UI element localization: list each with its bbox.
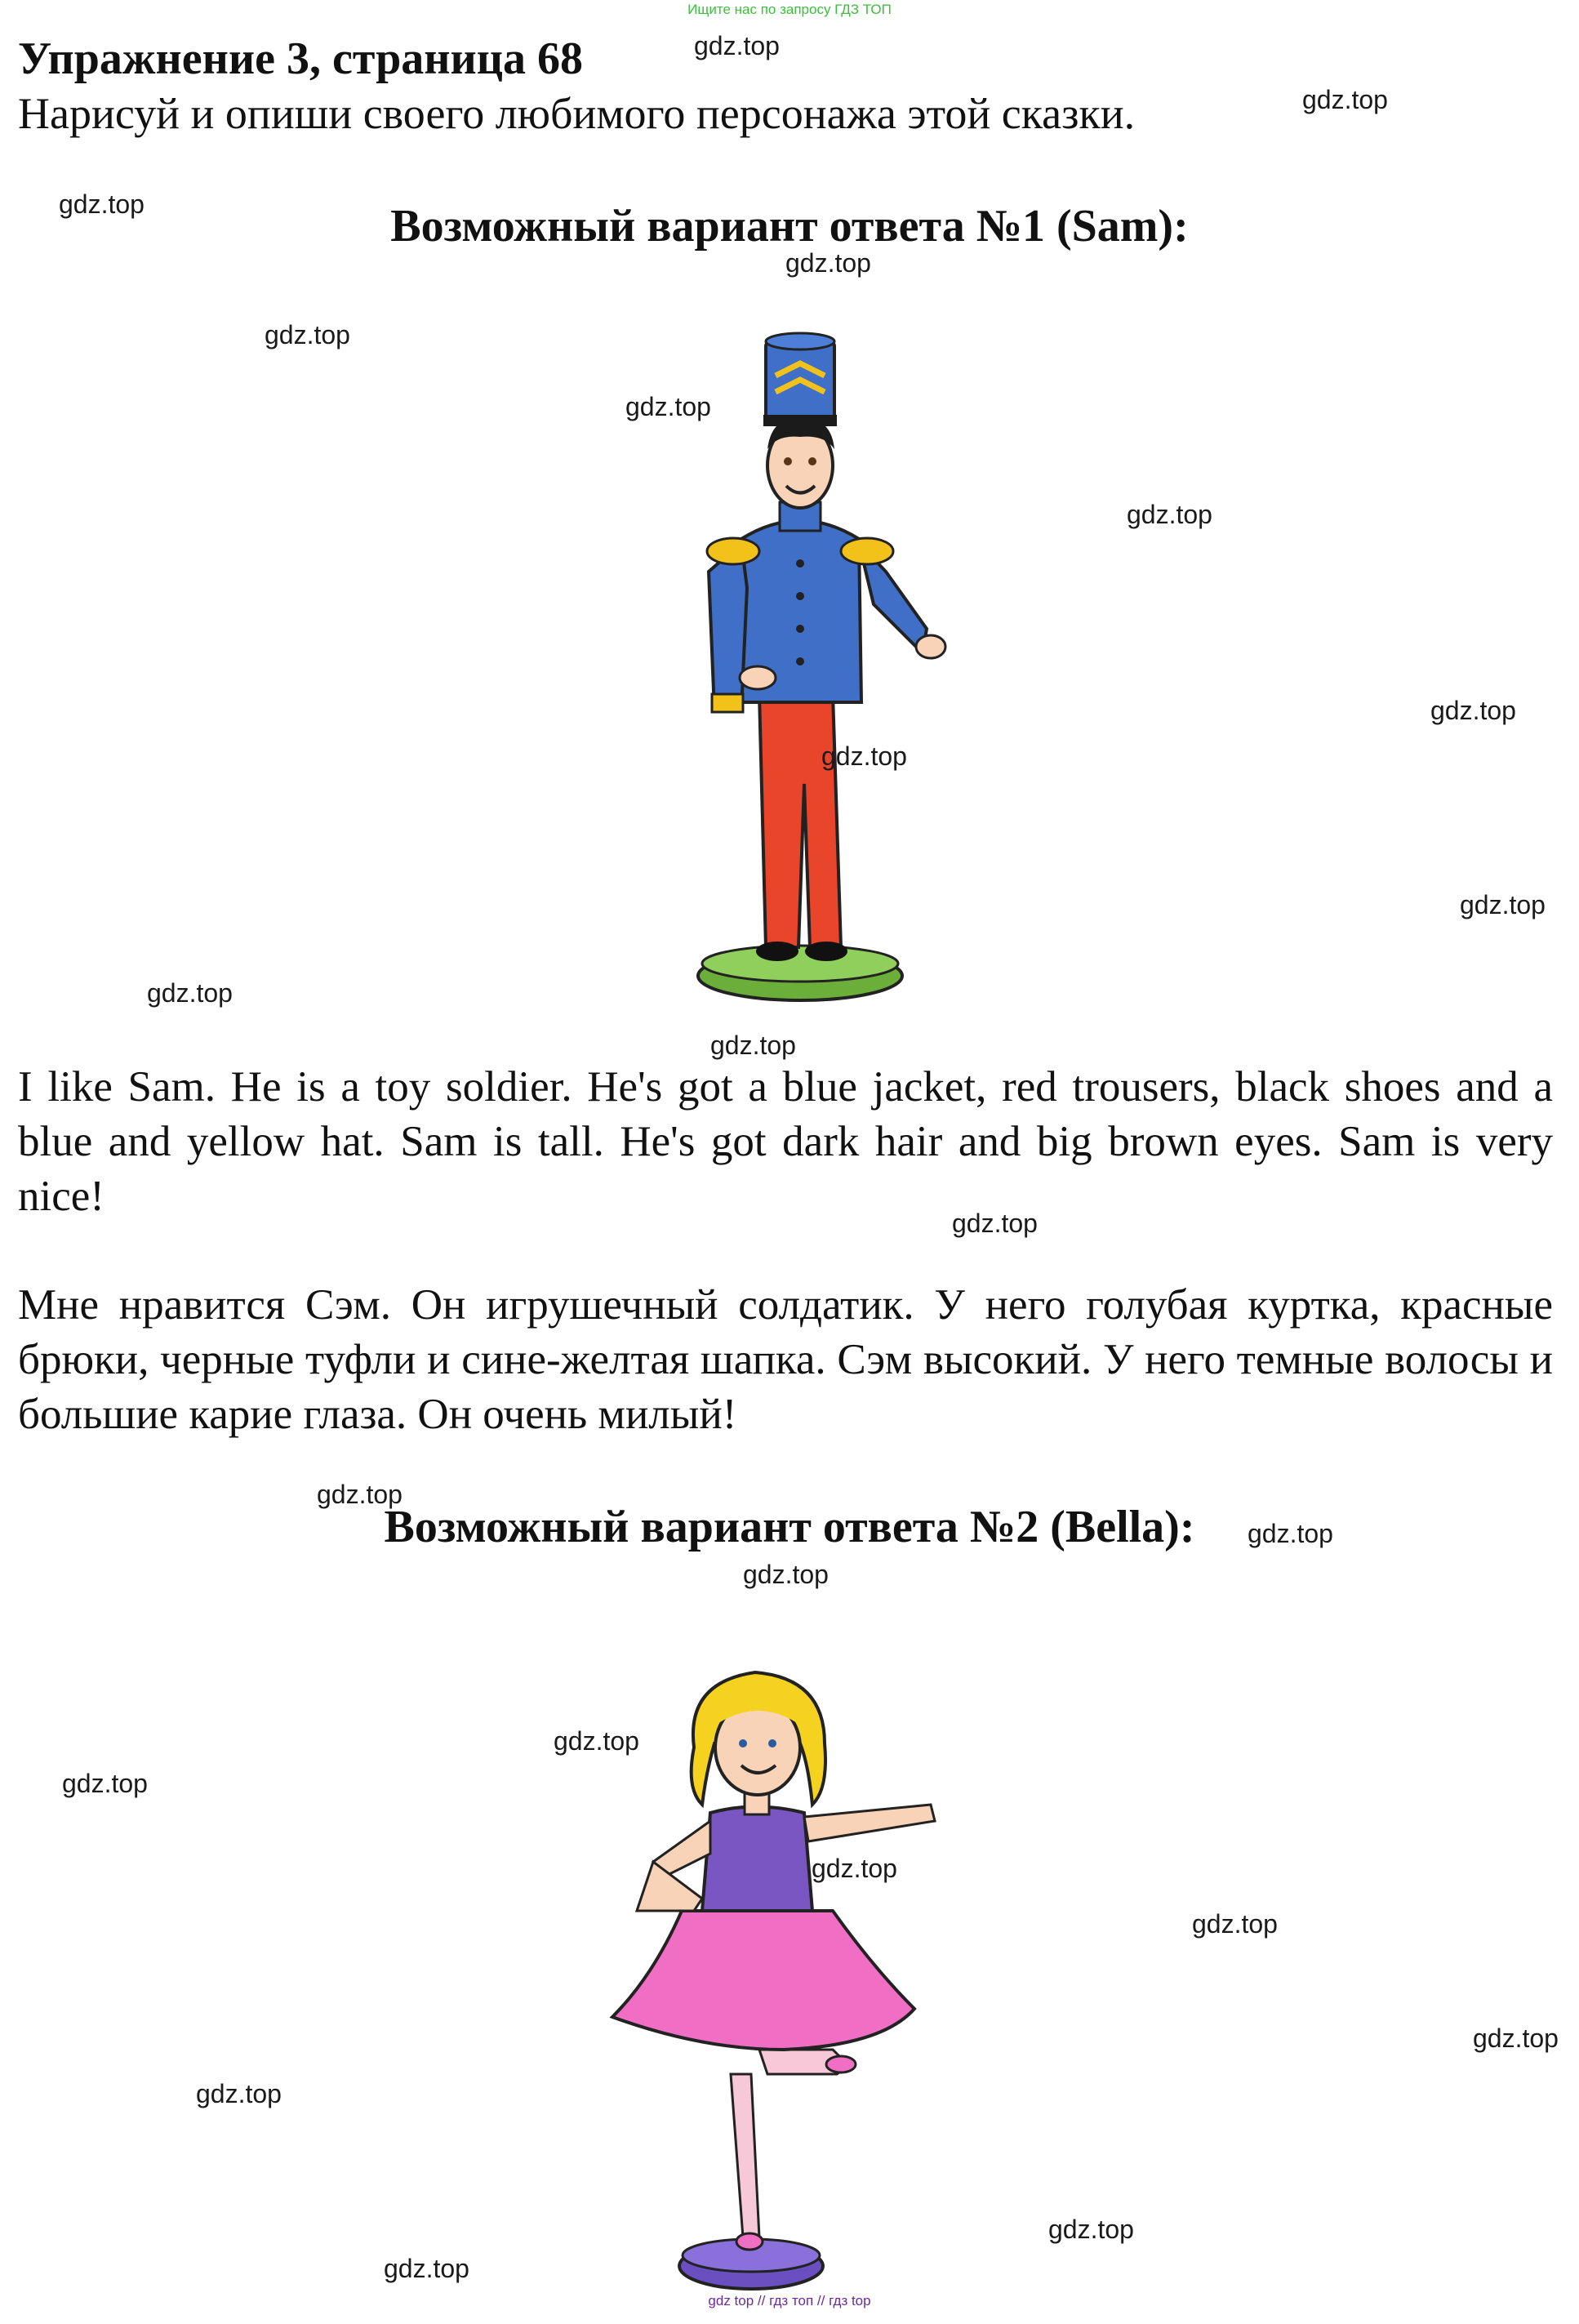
watermark: gdz.top (1473, 2023, 1559, 2053)
watermark: gdz.top (1048, 2215, 1134, 2244)
watermark: gdz.top (196, 2079, 282, 2108)
answer1-heading: Возможный вариант ответа №1 (Sam): (390, 201, 1189, 252)
watermark: gdz.top (1430, 696, 1516, 725)
page-title: Упражнение 3, страница 68 (18, 33, 584, 84)
watermark: gdz.top (821, 741, 907, 771)
watermark: gdz.top (1302, 85, 1388, 114)
answer1-english-text: I like Sam. He is a toy soldier. He's got a blue jacket, red trousers, black shoes and a blue and yellow hat. Sam is tall. He's got dark hair and big brown eyes. Sam is very nice! (18, 1063, 1553, 1220)
watermark: gdz.top (785, 248, 871, 278)
watermark: gdz.top (710, 1031, 796, 1060)
watermark: gdz.top (694, 31, 780, 60)
watermark: gdz.top (59, 189, 145, 219)
watermark: gdz.top (952, 1209, 1038, 1238)
ballerina-illustration (604, 1666, 947, 2295)
answer1-russian-text: Мне нравится Сэм. Он игрушечный солдатик. У него голубая куртка, красные брюки, черные туфли и сине-желтая шапка. Сэм высокий. У него темные волосы и большие карие глаза. Он очень милый! (18, 1281, 1553, 1438)
watermark: gdz.top (1192, 1909, 1278, 1939)
watermark: gdz.top (147, 978, 233, 1008)
watermark: gdz.top (812, 1854, 897, 1883)
watermark: gdz.top (384, 2254, 469, 2283)
watermark: gdz.top (743, 1560, 829, 1589)
toy-soldier-illustration (637, 327, 963, 1004)
watermark: gdz.top (62, 1769, 148, 1798)
search-hint: Ищите нас по запросу ГДЗ ТОП (687, 2, 892, 17)
watermark: gdz.top (1127, 500, 1212, 529)
watermark: gdz.top (1248, 1519, 1333, 1548)
footer-links: gdz top // гдз топ // гдз top (708, 2293, 871, 2308)
watermark: gdz.top (317, 1480, 403, 1509)
watermark: gdz.top (554, 1726, 639, 1756)
answer2-heading: Возможный вариант ответа №2 (Bella): (384, 1502, 1195, 1552)
watermark: gdz.top (625, 392, 711, 421)
watermark: gdz.top (265, 320, 350, 349)
task-text: Нарисуй и опиши своего любимого персонажа этой сказки. (18, 89, 1136, 138)
watermark: gdz.top (1460, 890, 1546, 919)
